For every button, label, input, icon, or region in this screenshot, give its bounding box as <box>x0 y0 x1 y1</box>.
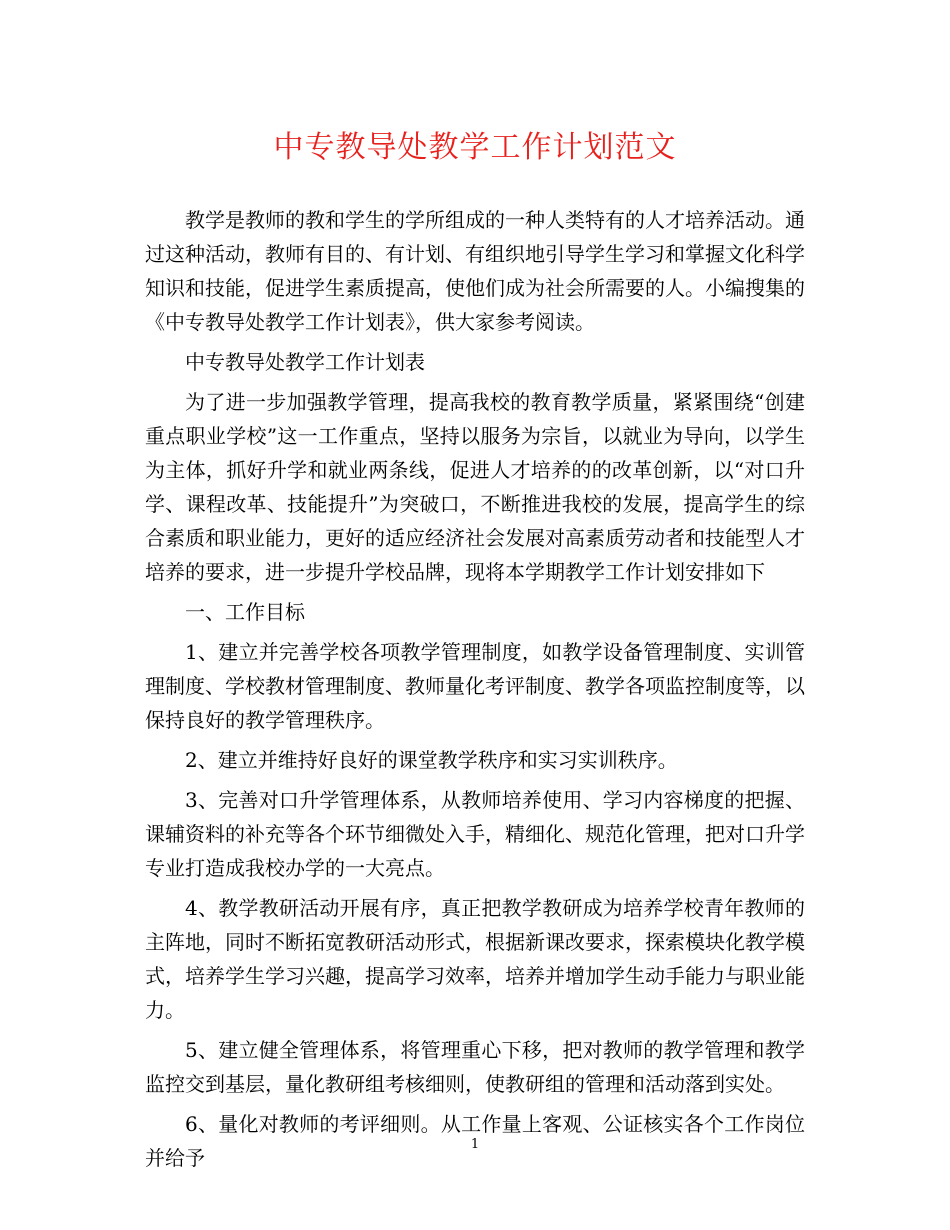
page-number: 1 <box>470 1137 480 1152</box>
section-heading-goals: 一、工作目标 <box>185 600 305 624</box>
paragraph-intro: 教学是教师的教和学生的学所组成的一种人类特有的人才培养活动。通过这种活动，教师有目的、有计划、有组织地引导学生学习和掌握文化科学知识和技能，促进学生素质提高，使他们成为社会所需要的人。小编搜集的《中专教导处教学工作计划表》，供大家参考阅读。 <box>145 208 805 334</box>
document-body <box>145 203 805 1181</box>
document-title: 中专教导处教学工作计划范文 <box>273 130 677 165</box>
paragraph-preface: 为了进一步加强教学管理，提高我校的教育教学质量，紧紧围绕“创建重点职业学校”这一工作重点，坚持以服务为宗旨，以就业为导向，以学生为主体，抓好升学和就业两条线，促进人才培养的的改革创新，以“对口升学、课程改革、技能提升”为突破口，不断推进我校的发展，提高学生的综合素质和职业能力，更好的适应经济社会发展对高素质劳动者和技能型人才培养的要求，进一步提升学校品牌，现将本学期教学工作计划安排如下 <box>145 390 805 584</box>
list-item-4: 4、教学教研活动开展有序，真正把教学教研成为培养学校青年教师的主阵地，同时不断拓宽教研活动形式，根据新课改要求，探索模块化教学模式，培养学生学习兴趣，提高学习效率，培养并增加学生动手能力与职业能力。 <box>145 896 805 1022</box>
list-item-3: 3、完善对口升学管理体系，从教师培养使用、学习内容梯度的把握、课辅资料的补充等各个环节细微处入手，精细化、规范化管理，把对口升学专业打造成我校办学的一大亮点。 <box>145 788 805 880</box>
list-item-6: 6、量化对教师的考评细则。从工作量上客观、公证核实各个工作岗位并给予 <box>145 1112 805 1170</box>
list-item-2: 2、建立并维持好良好的课堂教学秩序和实习实训秩序。 <box>185 748 678 772</box>
paragraph-subtitle: 中专教导处教学工作计划表 <box>185 350 425 374</box>
list-item-5: 5、建立健全管理体系，将管理重心下移，把对教师的教学管理和教学监控交到基层，量化教研组考核细则，使教研组的管理和活动落到实处。 <box>145 1038 805 1096</box>
list-item-1: 1、建立并完善学校各项教学管理制度，如教学设备管理制度、实训管理制度、学校教材管理制度、教师量化考评制度、教学各项监控制度等，以保持良好的教学管理秩序。 <box>145 640 805 732</box>
